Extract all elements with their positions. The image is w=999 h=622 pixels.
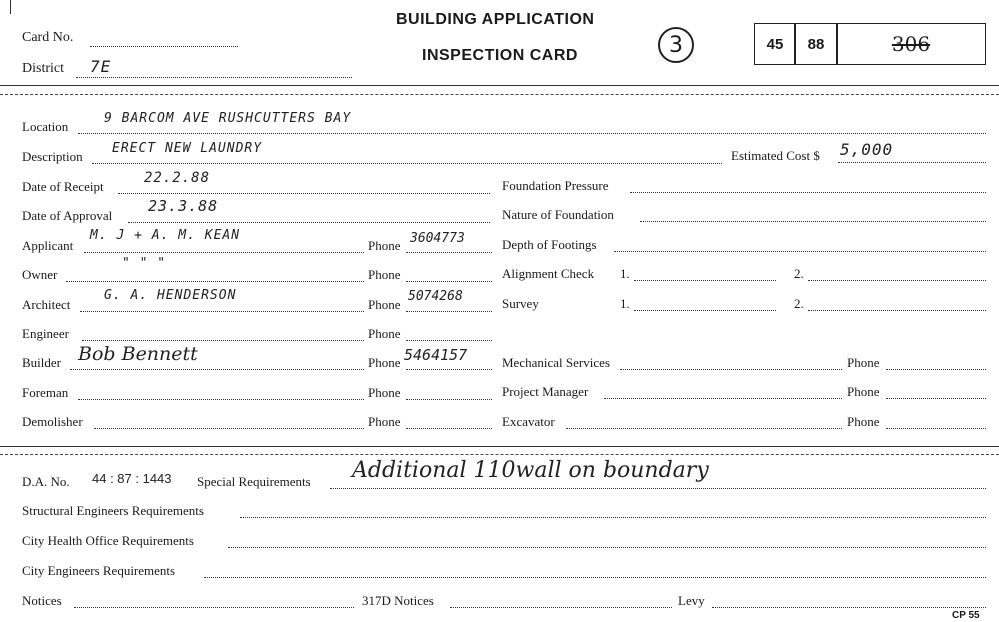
nature-of-foundation-field[interactable] [640,221,986,222]
levy-field[interactable] [712,607,986,608]
alignment-check-label: Alignment Check [502,266,595,281]
builder-phone-field[interactable] [406,369,492,370]
levy-label: Levy [678,593,705,608]
owner-field[interactable] [66,281,364,282]
demolisher-label: Demolisher [22,414,83,429]
applicant-phone-value: 3604773 [410,231,465,246]
mechanical-services-field[interactable] [620,369,842,370]
survey-label: Survey [502,296,539,311]
location-field[interactable] [78,133,986,134]
owner-label: Owner [22,267,58,282]
notices-317d-label: 317D Notices [362,593,434,608]
form-code: CP 55 [952,610,980,621]
estimated-cost-value: 5,000 [840,140,894,159]
circled-number: 3 [658,27,694,63]
survey-2-label: 2. [794,296,804,311]
description-label: Description [22,149,83,164]
city-engineers-field[interactable] [204,577,986,578]
top-dashed-rule [0,94,999,95]
mechanical-services-phone-field[interactable] [886,369,986,370]
top-tick [10,0,11,14]
applicant-phone-label: Phone [368,238,401,253]
da-no-value: 44 : 87 : 1443 [92,471,172,486]
notices-field[interactable] [74,607,354,608]
date-of-receipt-label: Date of Receipt [22,179,104,194]
number-box-3 [836,23,986,65]
mechanical-services-phone-label: Phone [847,355,880,370]
architect-label: Architect [22,297,71,312]
location-label: Location [22,119,69,134]
foreman-label: Foreman [22,385,69,400]
demolisher-phone-label: Phone [368,414,401,429]
da-no-label: D.A. No. [22,474,70,489]
notices-label: Notices [22,593,62,608]
engineer-label: Engineer [22,326,69,341]
description-field[interactable] [92,163,722,164]
foundation-pressure-field[interactable] [630,192,986,193]
builder-label: Builder [22,355,61,370]
city-engineers-label: City Engineers Requirements [22,563,176,578]
project-manager-field[interactable] [604,398,842,399]
city-health-label: City Health Office Requirements [22,533,194,548]
excavator-label: Excavator [502,414,555,429]
builder-field[interactable] [70,369,364,370]
foreman-phone-field[interactable] [406,399,492,400]
structural-engineers-field[interactable] [240,517,986,518]
applicant-value: M. J + A. M. KEAN [90,228,241,243]
survey-1-label: 1. [620,296,630,311]
card-no-label: Card No. [22,30,74,45]
excavator-phone-field[interactable] [886,428,986,429]
project-manager-phone-label: Phone [847,384,880,399]
architect-value: G. A. HENDERSON [104,288,237,303]
builder-phone-label: Phone [368,355,401,370]
architect-field[interactable] [80,311,364,312]
alignment-check-2-field[interactable] [808,280,986,281]
description-value: ERECT NEW LAUNDRY [112,141,263,156]
mechanical-services-label: Mechanical Services [502,355,610,370]
applicant-field[interactable] [84,252,364,253]
architect-phone-label: Phone [368,297,401,312]
estimated-cost-field[interactable] [838,162,986,163]
special-requirements-field[interactable] [330,488,986,489]
excavator-field[interactable] [566,428,842,429]
card-title-line1: BUILDING APPLICATION [396,11,595,28]
project-manager-label: Project Manager [502,384,589,399]
date-of-receipt-field[interactable] [118,193,490,194]
date-of-receipt-value: 22.2.88 [144,170,211,186]
location-value: 9 BARCOM AVE RUSHCUTTERS BAY [104,111,352,126]
engineer-phone-label: Phone [368,326,401,341]
depth-of-footings-label: Depth of Footings [502,237,597,252]
foreman-phone-label: Phone [368,385,401,400]
demolisher-field[interactable] [94,428,364,429]
alignment-check-1-label: 1. [620,266,630,281]
estimated-cost-label: Estimated Cost $ [731,148,820,163]
engineer-field[interactable] [82,340,364,341]
card-no-field[interactable] [90,46,238,47]
district-value: 7E [90,57,112,76]
survey-1-field[interactable] [634,310,776,311]
city-health-field[interactable] [228,547,986,548]
alignment-check-1-field[interactable] [634,280,776,281]
foreman-field[interactable] [78,399,364,400]
number-box-3-value: 306 [891,32,931,56]
engineer-phone-field[interactable] [406,340,492,341]
middle-dashed-rule [0,454,999,455]
special-requirements-value: Additional 110wall on boundary [352,458,709,483]
special-requirements-label: Special Requirements [197,474,311,489]
demolisher-phone-field[interactable] [406,428,492,429]
number-box-1: 45 [754,23,796,65]
builder-phone-value: 5464157 [404,346,468,364]
depth-of-footings-field[interactable] [614,251,986,252]
architect-phone-field[interactable] [406,311,492,312]
card-title-line2: INSPECTION CARD [422,47,578,64]
foundation-pressure-label: Foundation Pressure [502,178,609,193]
date-of-approval-field[interactable] [128,222,490,223]
owner-phone-label: Phone [368,267,401,282]
applicant-label: Applicant [22,238,74,253]
owner-phone-field[interactable] [406,281,492,282]
middle-rule [0,446,999,447]
survey-2-field[interactable] [808,310,986,311]
date-of-approval-label: Date of Approval [22,208,113,223]
date-of-approval-value: 23.3.88 [148,197,219,215]
architect-phone-value: 5074268 [408,289,463,304]
structural-engineers-label: Structural Engineers Requirements [22,503,204,518]
builder-value: Bob Bennett [78,343,198,365]
top-rule [0,85,999,86]
project-manager-phone-field[interactable] [886,398,986,399]
owner-value: " " " [122,256,167,271]
nature-of-foundation-label: Nature of Foundation [502,207,614,222]
district-label: District [22,61,64,76]
notices-317d-field[interactable] [450,607,672,608]
number-box-2: 88 [794,23,838,65]
district-field[interactable] [76,77,352,78]
alignment-check-2-label: 2. [794,266,804,281]
applicant-phone-field[interactable] [406,252,492,253]
excavator-phone-label: Phone [847,414,880,429]
